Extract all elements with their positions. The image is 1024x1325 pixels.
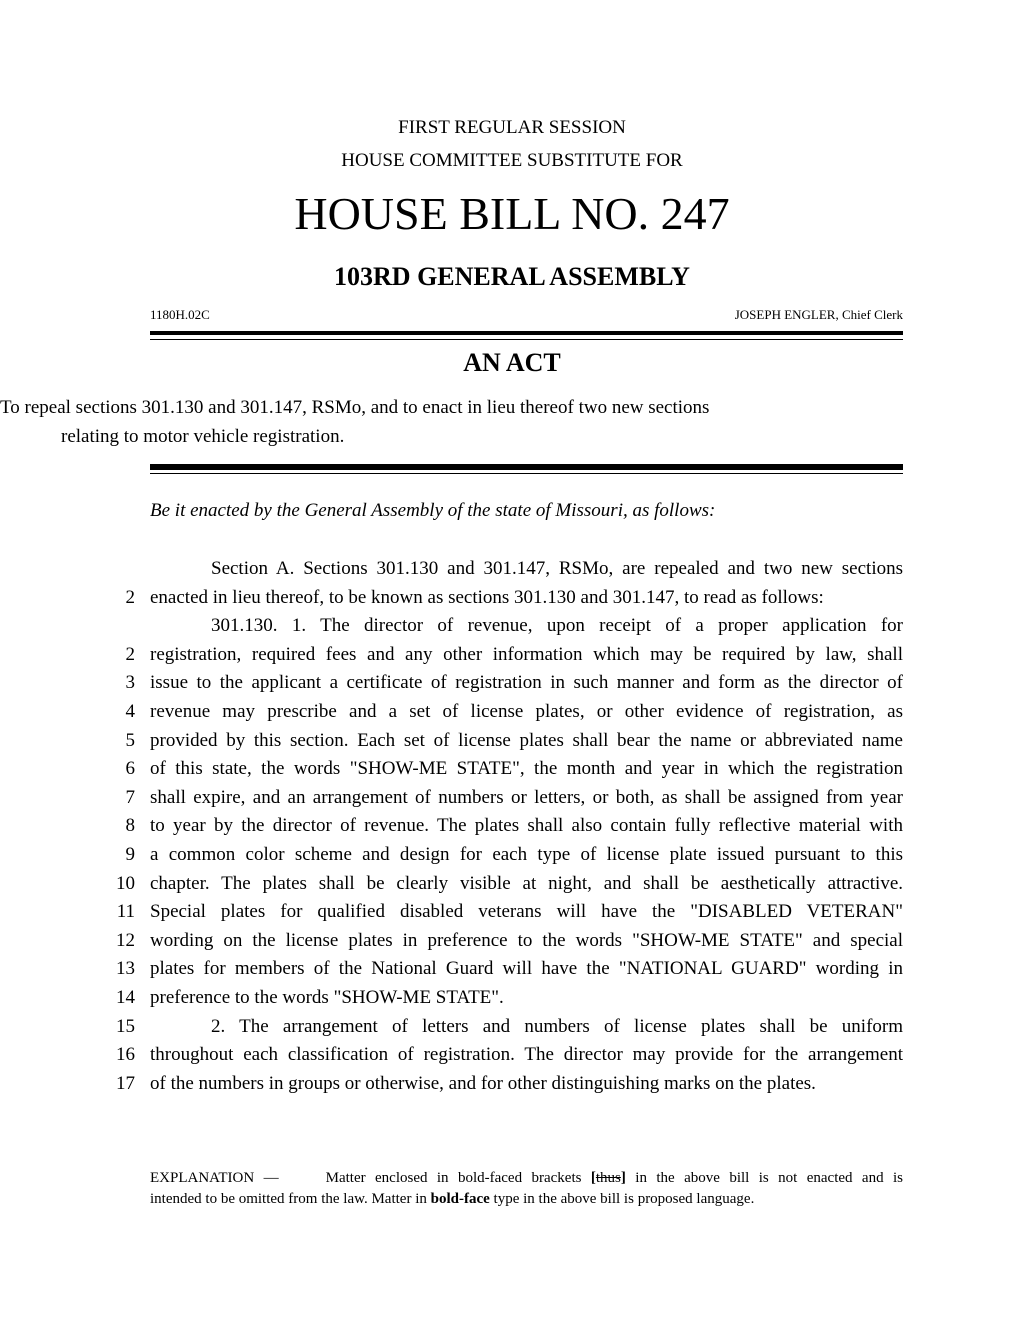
bill-title: HOUSE BILL NO. 247: [294, 188, 730, 239]
explanation-part-1: Matter enclosed in bold-faced brackets: [325, 1170, 582, 1186]
explanation-part-3: intended to be omitted from the law. Matter in: [150, 1191, 427, 1207]
explanation-line-1: [150, 1168, 903, 1189]
bill-text-line: chapter. The plates shall be clearly visible at night, and shall be aesthetically attractive.: [150, 873, 903, 894]
explanation-part-4: type in the above bill is proposed language.: [493, 1191, 755, 1207]
bill-text-line: of the numbers in groups or otherwise, and for other distinguishing marks on the plates.: [150, 1073, 816, 1094]
line-number: 11: [116, 901, 135, 922]
line-number: 7: [125, 787, 135, 808]
header-rule-thin: [150, 339, 903, 340]
bill-text-line: enacted in lieu thereof, to be known as sections 301.130 and 301.147, to read as follows:: [150, 587, 824, 608]
line-number: 3: [125, 672, 135, 693]
bill-text-line: of this state, the words "SHOW-ME STATE", the month and year in which the registration: [150, 758, 903, 779]
bill-text-line: shall expire, and an arrangement of numbers or letters, or both, as shall be assigned from year: [150, 787, 903, 808]
line-number: 4: [125, 701, 135, 722]
line-number: 14: [116, 987, 135, 1008]
bill-text-line: plates for members of the National Guard will have the "NATIONAL GUARD" wording in: [150, 958, 903, 979]
substitute-label: HOUSE COMMITTEE SUBSTITUTE FOR: [341, 150, 683, 171]
document-code: 1180H.02C: [150, 307, 210, 322]
explanation-note: [150, 1168, 903, 1210]
assembly-label: 103RD GENERAL ASSEMBLY: [334, 262, 690, 291]
header-rule-thick: [150, 331, 903, 335]
purpose-line-1: To repeal sections 301.130 and 301.147, RSMo, and to enact in lieu thereof two new sections: [0, 397, 710, 418]
struck-example: thus: [595, 1170, 621, 1186]
bold-face-example: bold-face: [430, 1191, 490, 1207]
line-number: 8: [125, 815, 135, 836]
bill-text-line: wording on the license plates in preference to the words "SHOW-ME STATE" and special: [150, 930, 903, 951]
purpose-rule-thick: [150, 464, 903, 470]
explanation-line-2: [150, 1189, 903, 1210]
line-number: 13: [116, 958, 135, 979]
bill-text-line: throughout each classification of registration. The director may provide for the arrangement: [150, 1044, 903, 1065]
bill-text-line: Special plates for qualified disabled veterans will have the "DISABLED VETERAN": [150, 901, 903, 922]
line-number: 10: [116, 873, 135, 894]
bill-text-line: Section A. Sections 301.130 and 301.147, RSMo, are repealed and two new sections: [211, 558, 903, 579]
bill-text-line: issue to the applicant a certificate of registration in such manner and form as the director of: [150, 672, 903, 693]
explanation-part-2: in the above bill is not enacted and is: [635, 1170, 903, 1186]
line-number: 15: [116, 1016, 135, 1037]
chief-clerk: JOSEPH ENGLER, Chief Clerk: [734, 307, 903, 322]
bracket-close: ]: [620, 1170, 626, 1186]
line-number: 9: [125, 844, 135, 865]
line-number: 2: [125, 644, 135, 665]
explanation-lead: EXPLANATION —: [150, 1170, 279, 1186]
bill-text-line: 301.130. 1. The director of revenue, upon receipt of a proper application for: [211, 615, 903, 636]
bill-text-line: a common color scheme and design for each type of license plate issued pursuant to this: [150, 844, 903, 865]
bill-text-line: 2. The arrangement of letters and numbers of license plates shall be uniform: [211, 1016, 903, 1037]
bill-text-line: to year by the director of revenue. The plates shall also contain fully reflective material with: [150, 815, 903, 836]
line-number: 17: [116, 1073, 135, 1094]
session-label: FIRST REGULAR SESSION: [398, 117, 626, 138]
enacting-clause: Be it enacted by the General Assembly of the state of Missouri, as follows:: [150, 500, 716, 521]
purpose-rule-thin: [150, 473, 903, 474]
line-number: 12: [116, 930, 135, 951]
bracket-open: [: [590, 1170, 596, 1186]
bill-text-line: registration, required fees and any other information which may be required by law, shall: [150, 644, 903, 665]
line-number: 5: [125, 730, 135, 751]
line-number: 6: [125, 758, 135, 779]
act-title: AN ACT: [463, 348, 561, 377]
bill-text-line: revenue may prescribe and a set of license plates, or other evidence of registration, as: [150, 701, 903, 722]
bill-text-line: provided by this section. Each set of license plates shall bear the name or abbreviated name: [150, 730, 903, 751]
purpose-line-2: relating to motor vehicle registration.: [61, 426, 345, 447]
bill-text-line: preference to the words "SHOW-ME STATE".: [150, 987, 504, 1008]
line-number: 2: [125, 587, 135, 608]
line-number: 16: [116, 1044, 135, 1065]
